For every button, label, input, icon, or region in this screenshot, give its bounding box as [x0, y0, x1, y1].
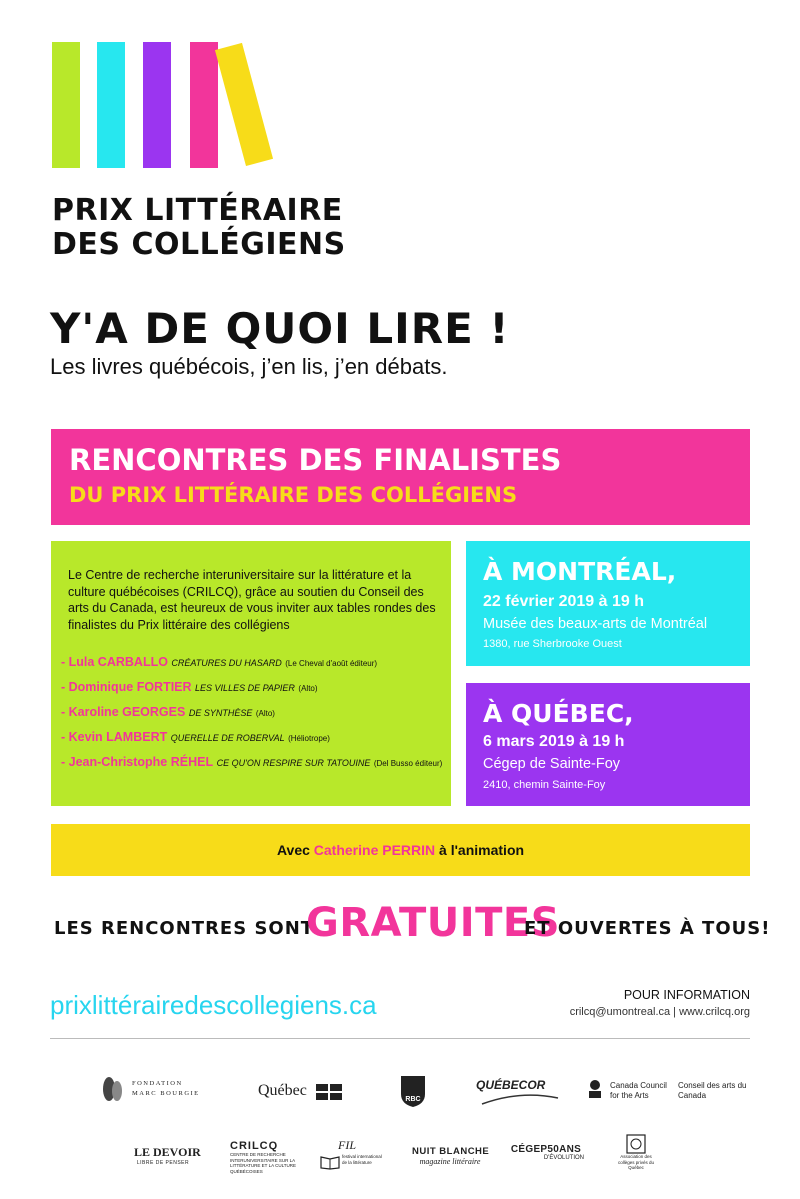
partner-acpq: [616, 1134, 656, 1171]
info-heading: POUR INFORMATION: [623, 988, 750, 1002]
logo-bar-cyan: [97, 42, 125, 168]
finalist-book: QUERELLE DE ROBERVAL: [170, 733, 285, 743]
finalists-panel: [51, 541, 451, 806]
montreal-date: 22 février 2019 à 19 h: [483, 593, 645, 610]
event-banner: [51, 429, 750, 525]
montreal-city: À MONTRÉAL,: [483, 557, 677, 586]
partner-tagline: CENTRE DE RECHERCHE INTERUNIVERSITAIRE SUR LA LITTÉRATURE ET LA CULTURE QUÉBÉCOISES: [230, 1152, 297, 1174]
fleurdelise-icon: [316, 1084, 342, 1100]
acpq-icon: [626, 1134, 646, 1154]
partner-name: CRILCQ: [230, 1140, 279, 1152]
list-item: [61, 653, 446, 678]
banner-title: RENCONTRES DES FINALISTES: [69, 443, 562, 477]
list-item: [61, 678, 446, 703]
quebec-city: À QUÉBEC,: [483, 699, 634, 728]
logo-bar-purple: [143, 42, 171, 168]
partner-tagline: LIBRE DE PENSER: [136, 1160, 190, 1166]
partner-name: CÉGEP50ANS: [510, 1144, 582, 1155]
finalist-publisher: (Héliotrope): [288, 734, 330, 743]
subtagline: Les livres québécois, j’en lis, j’en débats.: [50, 354, 448, 379]
montreal-event-box: [466, 541, 750, 666]
partner-le-devoir: [134, 1145, 201, 1166]
partner-canada-council: [586, 1078, 750, 1108]
logo-bar-pink: [190, 42, 218, 168]
partner-nuit-blanche: [412, 1146, 488, 1166]
lion-shield-icon: [399, 1074, 427, 1108]
finalist-publisher: (Le Cheval d'août éditeur): [285, 659, 378, 668]
list-item: [61, 753, 446, 778]
banner-subtitle: DU PRIX LITTÉRAIRE DES COLLÉGIENS: [69, 483, 518, 507]
finalist-publisher: (Alto): [255, 709, 275, 718]
host-prefix: Avec: [276, 842, 310, 858]
logo-title-line1: PRIX LITTÉRAIRE: [52, 193, 343, 228]
free-part3: ET OUVERTES À TOUS!: [524, 918, 771, 939]
finalist-name: - Lula CARBALLO: [61, 655, 168, 669]
partner-tagline: festival international de la littérature: [342, 1154, 382, 1165]
quebec-venue: Cégep de Sainte-Foy: [483, 756, 621, 772]
finalist-name: - Kevin LAMBERT: [61, 730, 168, 744]
partner-name: QUÉBECOR: [476, 1078, 546, 1092]
logo-title-line2: DES COLLÉGIENS: [52, 227, 346, 262]
quebec-event-box: [466, 683, 750, 806]
finalists-list: [61, 653, 446, 778]
finalist-book: CE QU'ON RESPIRE SUR TATOUINE: [216, 758, 371, 768]
canada-council-icon: [586, 1078, 604, 1100]
partner-name: Canada Council for the Arts: [610, 1081, 667, 1100]
finalist-book: DE SYNTHÈSE: [188, 708, 253, 718]
logo-bar-lime: [52, 42, 80, 168]
partner-name: FONDATION MARC BOURGIE: [132, 1080, 200, 1097]
partner-cegep-50-ans: [508, 1144, 584, 1161]
host-suffix: à l'animation: [439, 842, 525, 858]
montreal-address: 1380, rue Sherbrooke Ouest: [483, 638, 622, 650]
free-part2: GRATUITES: [306, 900, 561, 946]
partner-name: Association des collèges privés du Québec: [617, 1154, 655, 1170]
finalist-publisher: (Del Busso éditeur): [373, 759, 443, 768]
finalist-name: - Jean-Christophe RÉHEL: [61, 755, 214, 769]
book-icon: [320, 1154, 340, 1170]
logo-title: [52, 194, 346, 262]
partner-tagline: magazine littéraire: [419, 1157, 481, 1166]
quebec-address: 2410, chemin Sainte-Foy: [483, 779, 606, 791]
finalist-name: - Dominique FORTIER: [61, 680, 192, 694]
logo-bar-yellow: [215, 43, 273, 166]
free-part1: LES RENCONTRES SONT: [54, 918, 315, 939]
partner-rbc: [398, 1074, 428, 1110]
divider: [50, 1038, 750, 1039]
fondation-icon: [100, 1075, 126, 1105]
partner-name: NUIT BLANCHE: [412, 1146, 490, 1157]
finalist-book: LES VILLES DE PAPIER: [195, 683, 295, 693]
free-admission-line: [50, 900, 771, 950]
partner-name: Québec: [258, 1082, 307, 1099]
quebec-date: 6 mars 2019 à 19 h: [483, 733, 625, 750]
website-link[interactable]: prixlittérairedescollegiens.ca: [50, 990, 377, 1020]
partner-quebecor: [476, 1078, 566, 1106]
partner-crilcq: [230, 1140, 302, 1174]
host-name: Catherine PERRIN: [313, 842, 436, 858]
swoosh-icon: [480, 1092, 560, 1106]
partner-tagline: D'ÉVOLUTION: [543, 1155, 584, 1161]
partner-name-fr: Conseil des arts du Canada: [678, 1081, 747, 1100]
partner-quebec: [258, 1082, 348, 1102]
montreal-venue: Musée des beaux-arts de Montréal: [483, 616, 708, 632]
finalist-book: CRÉATURES DU HASARD: [171, 658, 282, 668]
list-item: [61, 728, 446, 753]
partner-name: FIL: [338, 1138, 356, 1152]
finalist-publisher: (Alto): [298, 684, 318, 693]
list-item: [61, 703, 446, 728]
partner-name: LE DEVOIR: [134, 1145, 201, 1159]
host-bar: [51, 824, 750, 876]
tagline: Y'A DE QUOI LIRE !: [50, 304, 510, 353]
partner-name: RBC: [405, 1096, 421, 1103]
info-contact[interactable]: crilcq@umontreal.ca | www.crilcq.org: [569, 1006, 750, 1018]
finalist-name: - Karoline GEORGES: [61, 705, 186, 719]
intro-text: Le Centre de recherche interuniversitaire sur la littérature et la culture québécoises (CRILCQ), grâce au soutien du Conseil des arts du Canada, est heureux de vous inviter aux tables rondes des finalistes du Prix littéraire des collégiens: [68, 568, 436, 632]
